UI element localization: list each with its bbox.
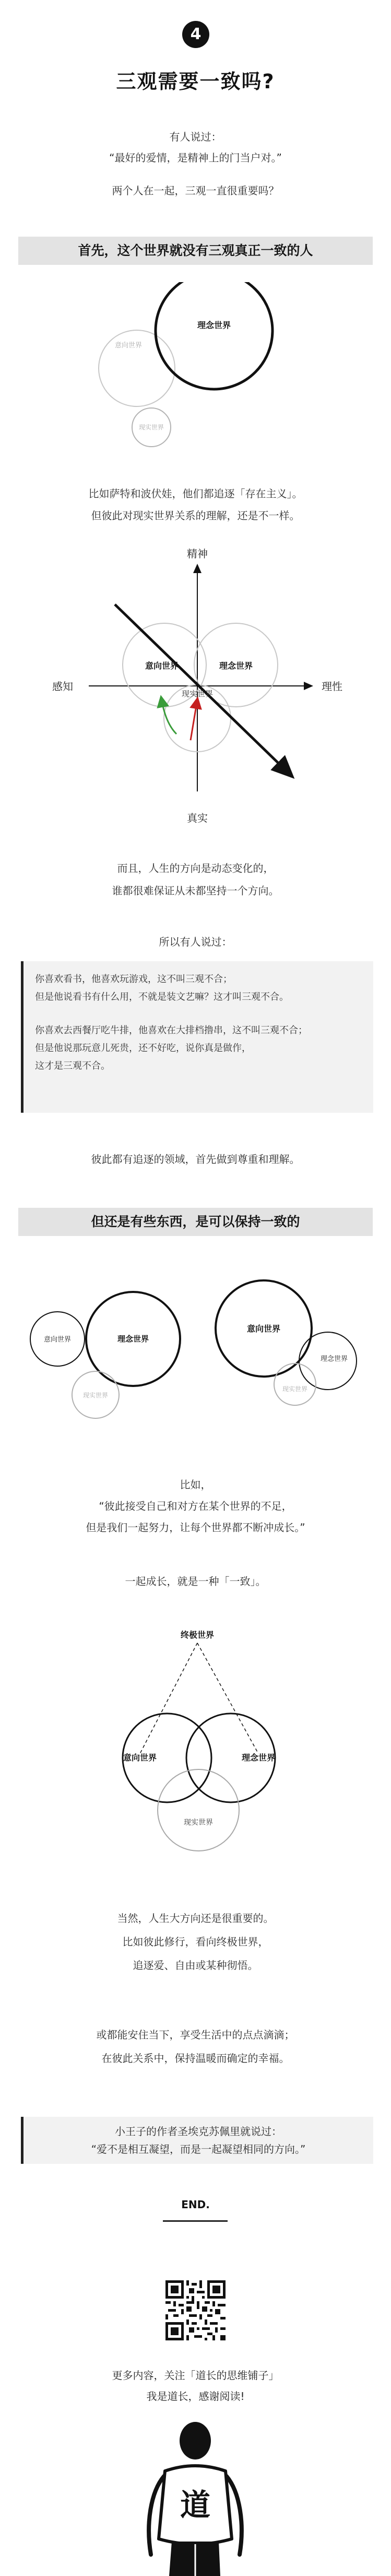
label-linian: 理念世界 <box>241 1753 276 1763</box>
label-zhongji: 终极世界 <box>180 1630 215 1640</box>
para8-line-1: 或都能安住当下，享受生活中的点点滴滴； <box>96 2029 295 2041</box>
end-divider <box>163 2220 228 2222</box>
end-label: END. <box>181 2198 210 2211</box>
para7-line-3: 追逐爱、自由或某种彻悟。 <box>133 1959 258 1972</box>
right-circle-xianshi <box>274 1363 316 1405</box>
right-label-yixiang: 意向世界 <box>246 1324 281 1334</box>
para5-line-3: 但是我们一起努力，让每个世界都不断冲成长。” <box>86 1521 305 1534</box>
axis-label-left: 感知 <box>52 680 73 693</box>
final-quote-line-2: “爱不是相互凝望，而是一起凝望相同的方向。” <box>91 2143 306 2155</box>
label-xianshi: 现实世界 <box>138 424 164 431</box>
para7-line-1: 当然，人生大方向还是很重要的。 <box>117 1912 274 1925</box>
axis-label-right: 理性 <box>322 680 342 693</box>
right-label-linian: 理念世界 <box>320 1355 348 1363</box>
quote1-line-1: 你喜欢看书，他喜欢玩游戏，这不叫三观不合； <box>35 974 232 985</box>
red-arrow <box>191 703 197 740</box>
label-xianshi: 现实世界 <box>181 689 214 698</box>
dashed-line-left <box>140 1643 197 1754</box>
quote-box-1 <box>21 961 373 1113</box>
label-linian: 理念世界 <box>197 320 231 330</box>
section-banner-1: 首先，这个世界就没有三观真正一致的人 <box>18 237 373 265</box>
axis-label-bottom: 真实 <box>187 812 208 824</box>
left-label-linian: 理念世界 <box>117 1334 149 1344</box>
intro-line-2: “最好的爱情，是精神上的门当户对。” <box>109 151 282 164</box>
section-number-badge: 4 <box>182 21 209 48</box>
para4-line-1: 彼此都有追逐的领域，首先做到尊重和理解。 <box>91 1153 300 1165</box>
para5-line-1: 比如， <box>180 1478 211 1491</box>
axes-diagram <box>0 546 391 841</box>
label-yixiang: 意向世界 <box>145 661 179 671</box>
quote1-line-3: 你喜欢去西餐厅吃牛排，他喜欢在大排档撸串，这不叫三观不合； <box>35 1025 307 1036</box>
label-xianshi: 现实世界 <box>184 1819 213 1827</box>
para8-line-2: 在彼此关系中，保持温暖而确定的幸福。 <box>101 2052 290 2065</box>
para3-line-1: 所以有人说过： <box>159 936 232 948</box>
label-yixiang: 意向世界 <box>114 342 143 349</box>
quote1-line-4: 但是他说那玩意儿死贵，还不好吃，说你真是做作， <box>35 1043 251 1054</box>
circle-linian <box>156 282 272 389</box>
venn-diagram-pair <box>0 1267 391 1434</box>
right-label-xianshi: 现实世界 <box>282 1385 308 1393</box>
footer-line-1: 更多内容，关注「道长的思维铺子」 <box>112 2369 279 2382</box>
left-label-xianshi: 现实世界 <box>82 1392 109 1399</box>
intro-line-1: 有人说过： <box>169 131 222 143</box>
mascot-character: 道 <box>180 2487 211 2523</box>
final-quote-line-1: 小王子的作者圣埃克苏佩里就说过： <box>115 2125 282 2138</box>
venn-diagram-1 <box>0 282 391 470</box>
direction-arrow <box>115 604 287 772</box>
footer-line-2: 我是道长，感谢阅读! <box>146 2390 245 2403</box>
mascot-illustration <box>127 2419 263 2576</box>
para7-line-2: 比如彼此修行，看向终极世界， <box>122 1936 269 1948</box>
para2-line-2: 谁都很难保证从未都坚持一个方向。 <box>112 884 279 897</box>
label-yixiang: 意向世界 <box>123 1753 157 1763</box>
circle-xianshi <box>158 1769 239 1851</box>
para1-line-1: 比如萨特和波伏娃，他们都追逐「存在主义」。 <box>88 487 303 500</box>
axis-label-top: 精神 <box>187 547 208 560</box>
intro-line-3: 两个人在一起，三观一直很重要吗？ <box>112 184 279 197</box>
page-title: 三观需要一致吗? <box>116 70 275 93</box>
quote1-line-2: 但是他说看书有什么用，不就是装文艺嘛？这才叫三观不合。 <box>35 992 289 1003</box>
section-banner-2: 但还是有些东西，是可以保持一致的 <box>18 1208 373 1236</box>
final-quote-box <box>21 2117 373 2164</box>
para1-line-2: 但彼此对现实世界关系的理解，还是不一样。 <box>91 509 300 522</box>
para2-line-1: 而且，人生的方向是动态变化的， <box>117 862 274 875</box>
para5-line-2: “彼此接受自己和对方在某个世界的不足， <box>99 1500 292 1512</box>
venn-diagram-3 <box>0 1627 391 1878</box>
mascot-head <box>180 2422 211 2460</box>
left-label-yixiang: 意向世界 <box>43 1336 72 1344</box>
qr-code-image <box>165 2280 226 2340</box>
para6-line-1: 一起成长，就是一种「一致」。 <box>125 1575 266 1588</box>
label-linian: 理念世界 <box>219 661 253 671</box>
quote1-line-5: 这才是三观不合。 <box>35 1060 110 1071</box>
